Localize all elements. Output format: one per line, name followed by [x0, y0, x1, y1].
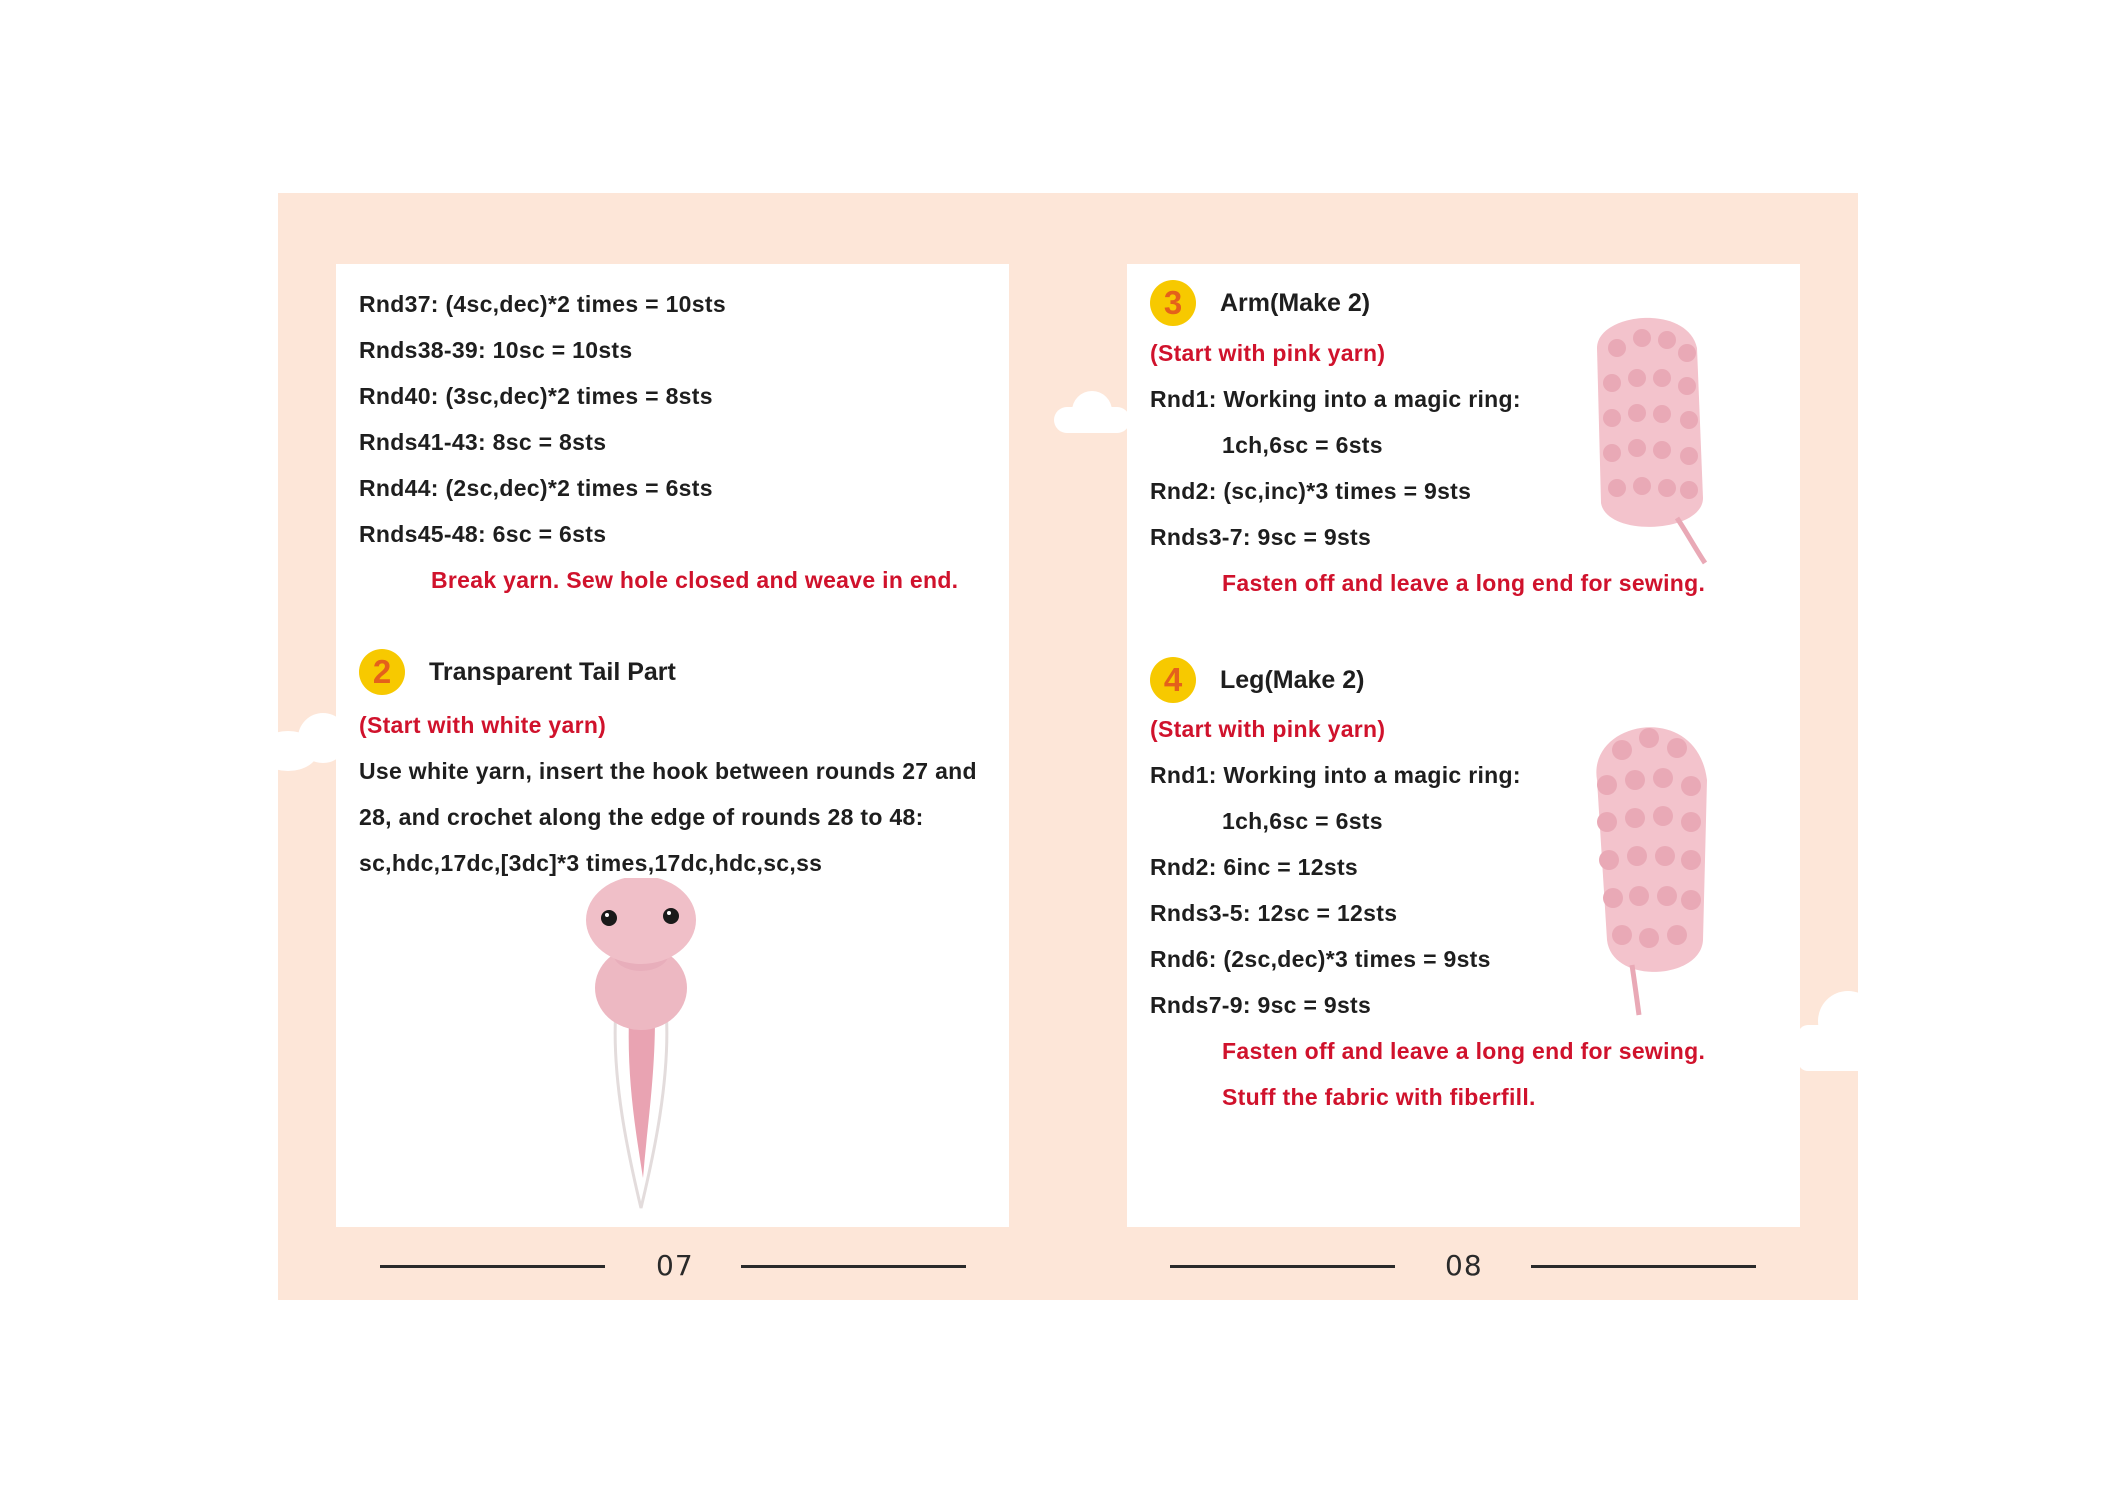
- pattern-row: Rnd1: Working into a magic ring:: [1150, 762, 1521, 788]
- footer-rule: [380, 1265, 605, 1268]
- pattern-row: Rnds38-39: 10sc = 10sts: [359, 337, 633, 363]
- cloud-decoration-right: [1798, 991, 1858, 1071]
- footer-rule: [1531, 1265, 1756, 1268]
- pattern-row: Use white yarn, insert the hook between rounds 27 and: [359, 758, 977, 784]
- section-title: Transparent Tail Part: [429, 658, 676, 686]
- leg-photo: [1577, 710, 1727, 1020]
- finishing-note: Fasten off and leave a long end for sewing.: [1222, 1038, 1706, 1064]
- pattern-row: 28, and crochet along the edge of rounds 28 to 48:: [359, 804, 924, 830]
- page-number: 08: [1445, 1249, 1483, 1282]
- arm-photo: [1577, 308, 1727, 568]
- section-number-badge: 4: [1150, 657, 1196, 703]
- booklet-spread: [278, 193, 1858, 1300]
- page-number: 07: [656, 1249, 694, 1282]
- pattern-row: Rnd1: Working into a magic ring:: [1150, 386, 1521, 412]
- finishing-note: Break yarn. Sew hole closed and weave in end.: [431, 567, 959, 593]
- section-number-badge: 3: [1150, 280, 1196, 326]
- pattern-row: Rnds45-48: 6sc = 6sts: [359, 521, 607, 547]
- start-yarn-note: (Start with pink yarn): [1150, 716, 1386, 742]
- pattern-row: Rnd37: (4sc,dec)*2 times = 10sts: [359, 291, 726, 317]
- pattern-row: 1ch,6sc = 6sts: [1222, 432, 1383, 458]
- pattern-row: sc,hdc,17dc,[3dc]*3 times,17dc,hdc,sc,ss: [359, 850, 823, 876]
- pattern-row: Rnd6: (2sc,dec)*3 times = 9sts: [1150, 946, 1491, 972]
- section-title: Arm(Make 2): [1220, 289, 1371, 317]
- pattern-row: Rnds41-43: 8sc = 8sts: [359, 429, 607, 455]
- section-heading-tail: [359, 649, 759, 697]
- start-yarn-note: (Start with white yarn): [359, 712, 607, 738]
- start-yarn-note: (Start with pink yarn): [1150, 340, 1386, 366]
- pattern-row: Rnds3-7: 9sc = 9sts: [1150, 524, 1372, 550]
- pattern-row: Rnds3-5: 12sc = 12sts: [1150, 900, 1398, 926]
- footer-rule: [1170, 1265, 1395, 1268]
- finishing-note: Fasten off and leave a long end for sewing.: [1222, 570, 1706, 596]
- pattern-row: 1ch,6sc = 6sts: [1222, 808, 1383, 834]
- section-number-badge: 2: [359, 649, 405, 695]
- section-heading-arm: [1150, 280, 1550, 328]
- pattern-row: Rnd44: (2sc,dec)*2 times = 6sts: [359, 475, 713, 501]
- tadpole-photo: [571, 878, 711, 1218]
- footer-rule: [741, 1265, 966, 1268]
- section-heading-leg: [1150, 657, 1550, 705]
- section-title: Leg(Make 2): [1220, 666, 1365, 694]
- page-08: [1127, 264, 1800, 1227]
- pattern-row: Rnd40: (3sc,dec)*2 times = 8sts: [359, 383, 713, 409]
- finishing-note: Stuff the fabric with fiberfill.: [1222, 1084, 1536, 1110]
- cloud-decoration-center: [1054, 391, 1130, 431]
- pattern-row: Rnd2: 6inc = 12sts: [1150, 854, 1359, 880]
- pattern-row: Rnd2: (sc,inc)*3 times = 9sts: [1150, 478, 1472, 504]
- cloud-decoration-left: [278, 713, 338, 771]
- pattern-row: Rnds7-9: 9sc = 9sts: [1150, 992, 1372, 1018]
- page-07: [336, 264, 1009, 1227]
